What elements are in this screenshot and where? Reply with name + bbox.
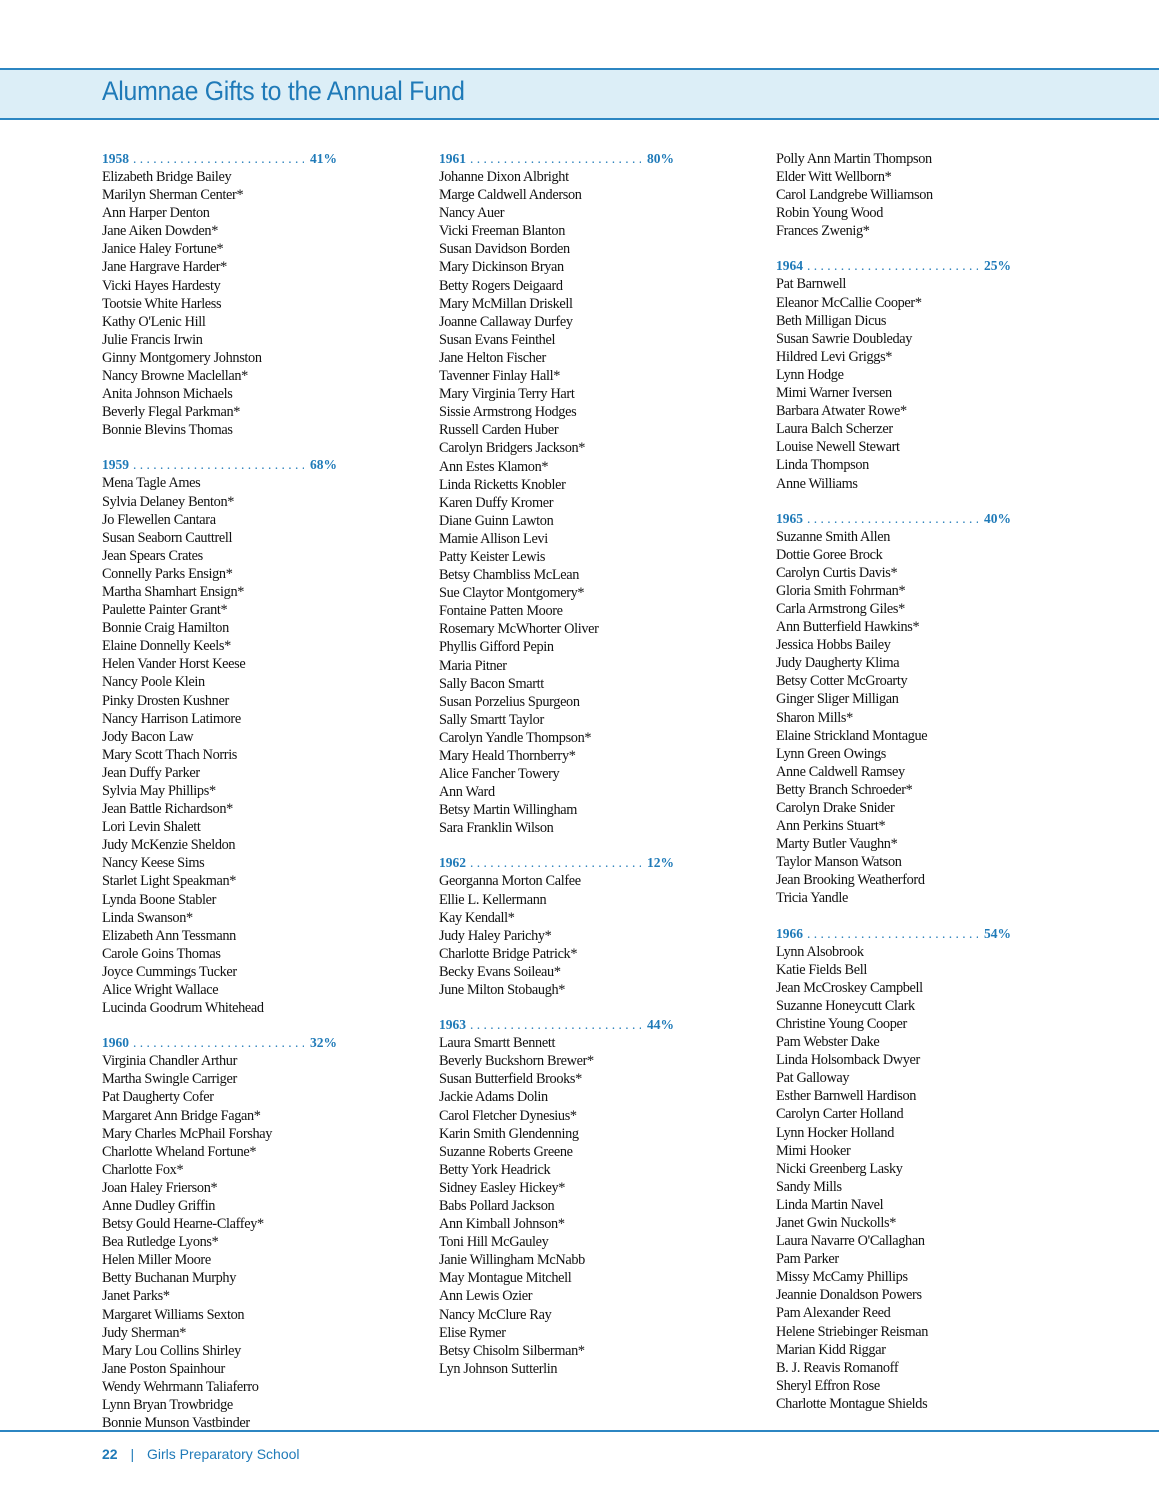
donor-name: Anne Dudley Griffin xyxy=(102,1197,215,1214)
donor-name: Pat Daugherty Cofer xyxy=(102,1089,214,1106)
dot-leader xyxy=(470,854,641,872)
donor-name: Carolyn Curtis Davis* xyxy=(776,564,898,581)
donor-name: Elise Rymer xyxy=(439,1324,506,1341)
donor-name: Janice Haley Fortune* xyxy=(102,241,224,258)
donor-name: Beverly Buckshorn Brewer* xyxy=(439,1053,594,1070)
donor-name: Charlotte Bridge Patrick* xyxy=(439,945,578,962)
donor-name: Laura Navarre O'Callaghan xyxy=(776,1233,925,1250)
donor-name: Jane Aiken Dowden* xyxy=(102,223,218,240)
donor-name: Phyllis Gifford Pepin xyxy=(439,639,554,656)
donor-name: Joanne Callaway Durfey xyxy=(439,313,573,330)
participation-percent: 68% xyxy=(310,457,337,473)
dot-leader xyxy=(133,150,304,168)
class-year-header xyxy=(439,854,674,872)
donor-list xyxy=(439,1034,674,1378)
class-section xyxy=(776,150,1011,240)
donor-name: Suzanne Honeycutt Clark xyxy=(776,997,915,1014)
footer-rule xyxy=(0,1430,1159,1432)
donor-name: Vicki Hayes Hardesty xyxy=(102,277,221,294)
donor-name: Katie Fields Bell xyxy=(776,961,867,978)
donor-name: Jeannie Donaldson Powers xyxy=(776,1287,922,1304)
donor-name: Lynn Green Owings xyxy=(776,745,886,762)
class-year-header xyxy=(776,925,1011,943)
donor-name: Jo Flewellen Cantara xyxy=(102,511,216,528)
footer-separator: | xyxy=(130,1446,135,1462)
donor-name: Margaret Ann Bridge Fagan* xyxy=(102,1107,261,1124)
donor-name: Mimi Hooker xyxy=(776,1142,851,1159)
donor-name: Diane Guinn Lawton xyxy=(439,512,554,529)
participation-percent: 44% xyxy=(647,1017,674,1033)
donor-name: Sara Franklin Wilson xyxy=(439,820,554,837)
donor-name: Jean Duffy Parker xyxy=(102,764,200,781)
donor-name: Charlotte Montague Shields xyxy=(776,1395,928,1412)
donor-name: Charlotte Fox* xyxy=(102,1161,184,1178)
participation-percent: 25% xyxy=(984,258,1011,274)
donor-name: Lucinda Goodrum Whitehead xyxy=(102,1000,264,1017)
donor-list xyxy=(776,275,1011,492)
donor-name: Linda Martin Navel xyxy=(776,1196,884,1213)
participation-percent: 12% xyxy=(647,855,674,871)
donor-name: Marty Butler Vaughn* xyxy=(776,836,898,853)
donor-name: Connelly Parks Ensign* xyxy=(102,565,233,582)
donor-name: Pat Barnwell xyxy=(776,276,847,293)
donor-name: Mary Scott Thach Norris xyxy=(102,746,238,763)
class-section xyxy=(102,150,337,439)
donor-name: B. J. Reavis Romanoff xyxy=(776,1359,899,1376)
donor-name: Missy McCamy Phillips xyxy=(776,1269,908,1286)
participation-percent: 41% xyxy=(310,151,337,166)
donor-name: Karin Smith Glendenning xyxy=(439,1125,579,1142)
dot-leader xyxy=(470,150,641,168)
donor-name: Ann Harper Denton xyxy=(102,205,210,222)
donor-name: Toni Hill McGauley xyxy=(439,1234,549,1251)
donor-name: Alice Wright Wallace xyxy=(102,982,219,999)
donor-name: Beverly Flegal Parkman* xyxy=(102,404,241,421)
donor-name: Tavenner Finlay Hall* xyxy=(439,368,561,385)
participation-percent: 80% xyxy=(647,151,674,166)
donor-name: Betsy Martin Willingham xyxy=(439,802,578,819)
donor-name: Betty Branch Schroeder* xyxy=(776,781,913,798)
donor-name: Esther Barnwell Hardison xyxy=(776,1088,917,1105)
class-section xyxy=(776,925,1011,1413)
donor-name: Ann Estes Klamon* xyxy=(439,458,549,475)
donor-list xyxy=(102,1052,337,1432)
donor-name: Janet Gwin Nuckolls* xyxy=(776,1214,897,1231)
donor-name: Lynn Bryan Trowbridge xyxy=(102,1397,233,1413)
donor-name: Betsy Cotter McGroarty xyxy=(776,673,908,690)
donor-name: Carolyn Bridgers Jackson* xyxy=(439,440,586,457)
donor-name: Pam Parker xyxy=(776,1251,839,1268)
donor-name: Carolyn Yandle Thompson* xyxy=(439,729,592,746)
donor-name: Martha Swingle Carriger xyxy=(102,1071,237,1088)
dot-leader xyxy=(470,1016,641,1034)
donor-name: Nancy Auer xyxy=(439,205,505,222)
class-section xyxy=(776,257,1011,492)
donor-name: Alice Fancher Towery xyxy=(439,766,560,783)
donor-name: Sissie Armstrong Hodges xyxy=(439,404,577,421)
class-year: 1964 xyxy=(776,258,803,274)
donor-name: Sheryl Effron Rose xyxy=(776,1377,880,1394)
donor-name: Anne Caldwell Ramsey xyxy=(776,763,905,780)
donor-name: Carolyn Carter Holland xyxy=(776,1106,904,1123)
class-year-header xyxy=(102,456,337,474)
class-year: 1962 xyxy=(439,855,466,871)
donor-name: Linda Swanson* xyxy=(102,909,193,926)
donor-name: Judy Daugherty Klima xyxy=(776,655,900,672)
donor-name: Betty Buchanan Murphy xyxy=(102,1270,237,1287)
class-year: 1963 xyxy=(439,1017,466,1033)
donor-name: Sylvia May Phillips* xyxy=(102,783,216,799)
donor-name: Pat Galloway xyxy=(776,1070,850,1087)
donor-name: Jean Spears Crates xyxy=(102,547,203,564)
class-year-header xyxy=(439,150,674,168)
donor-name: Janet Parks* xyxy=(102,1288,170,1305)
donor-name: Helen Vander Horst Keese xyxy=(102,656,246,673)
class-section xyxy=(439,1016,674,1378)
donor-name: Christine Young Cooper xyxy=(776,1015,907,1032)
donor-name: Carolyn Drake Snider xyxy=(776,800,895,816)
donor-name: Sally Bacon Smartt xyxy=(439,675,544,692)
donor-name: Mary Heald Thornberry* xyxy=(439,748,576,764)
donor-name: Betsy Chisolm Silberman* xyxy=(439,1342,585,1359)
donor-name: Anita Johnson Michaels xyxy=(102,386,233,403)
dot-leader xyxy=(133,1034,304,1052)
donor-name: Mary Dickinson Bryan xyxy=(439,259,564,276)
donor-name: Bonnie Craig Hamilton xyxy=(102,620,229,637)
donor-name: Betsy Gould Hearne-Claffey* xyxy=(102,1216,264,1233)
donor-name: Judy Sherman* xyxy=(102,1324,187,1341)
dot-leader xyxy=(807,510,978,528)
donor-name: Susan Evans Feinthel xyxy=(439,331,556,348)
donor-name: Sandy Mills xyxy=(776,1178,842,1195)
donor-name: June Milton Stobaugh* xyxy=(439,982,566,999)
donor-name: Hildred Levi Griggs* xyxy=(776,348,893,365)
donor-name: Lynn Hodge xyxy=(776,366,844,383)
donor-name: Jane Hargrave Harder* xyxy=(102,259,227,276)
donor-name: Karen Duffy Kromer xyxy=(439,494,554,511)
donor-name: Joan Haley Frierson* xyxy=(102,1179,218,1196)
donor-name: Susan Seaborn Cauttrell xyxy=(102,529,233,546)
donor-name: Virginia Chandler Arthur xyxy=(102,1053,238,1070)
donor-name: Nancy Keese Sims xyxy=(102,855,205,872)
donor-name: Mary Lou Collins Shirley xyxy=(102,1342,241,1359)
donor-list xyxy=(102,474,337,1017)
donor-name: Pinky Drosten Kushner xyxy=(102,692,229,709)
donor-name: Louise Newell Stewart xyxy=(776,439,900,456)
donor-name: Beth Milligan Dicus xyxy=(776,312,887,329)
donor-name: Martha Shamhart Ensign* xyxy=(102,583,245,600)
donor-name: Pam Alexander Reed xyxy=(776,1305,891,1322)
participation-percent: 40% xyxy=(984,510,1011,526)
donor-name: Rosemary McWhorter Oliver xyxy=(439,621,599,638)
dot-leader xyxy=(807,257,978,275)
donor-name: Elizabeth Ann Tessmann xyxy=(102,927,236,944)
donor-name: Jane Helton Fischer xyxy=(439,349,546,366)
donor-name: Robin Young Wood xyxy=(776,205,883,222)
donor-name: Dottie Goree Brock xyxy=(776,546,883,563)
donor-name: Marian Kidd Riggar xyxy=(776,1341,886,1358)
donor-name: Kathy O'Lenic Hill xyxy=(102,313,206,330)
donor-name: Jane Poston Spainhour xyxy=(102,1360,225,1377)
donor-name: Judy Haley Parichy* xyxy=(439,927,552,944)
donor-name: Elizabeth Bridge Bailey xyxy=(102,169,232,185)
donor-name: Carole Goins Thomas xyxy=(102,945,221,962)
participation-percent: 32% xyxy=(310,1035,337,1051)
donor-name: Helene Striebinger Reisman xyxy=(776,1323,929,1340)
donor-name: Lynda Boone Stabler xyxy=(102,891,217,908)
class-year: 1958 xyxy=(102,151,129,166)
column-3 xyxy=(776,150,1011,1430)
donor-name: Mary Charles McPhail Forshay xyxy=(102,1125,273,1142)
donor-list xyxy=(776,528,1011,908)
donor-name: Jean Brooking Weatherford xyxy=(776,872,925,889)
donor-name: Bonnie Blevins Thomas xyxy=(102,422,233,439)
donor-name: Frances Zwenig* xyxy=(776,223,870,240)
class-year: 1966 xyxy=(776,925,803,941)
class-year-header xyxy=(439,1016,674,1034)
donor-name: Helen Miller Moore xyxy=(102,1252,211,1269)
donor-name: Susan Davidson Borden xyxy=(439,241,570,258)
donor-name: Kay Kendall* xyxy=(439,909,515,926)
donor-name: Sally Smartt Taylor xyxy=(439,711,544,728)
donor-name: Paulette Painter Grant* xyxy=(102,602,228,619)
class-year-header xyxy=(102,150,337,168)
donor-name: Janie Willingham McNabb xyxy=(439,1252,585,1269)
donor-name: Joyce Cummings Tucker xyxy=(102,963,237,980)
class-year-header xyxy=(776,510,1011,528)
donor-name: Sidney Easley Hickey* xyxy=(439,1179,566,1196)
donor-name: Gloria Smith Fohrman* xyxy=(776,582,906,599)
donor-name: Lynn Alsobrook xyxy=(776,943,864,960)
donor-name: Sue Claytor Montgomery* xyxy=(439,585,585,602)
class-year: 1965 xyxy=(776,510,803,526)
donor-name: Susan Porzelius Spurgeon xyxy=(439,693,580,710)
page-number: 22 xyxy=(102,1446,118,1462)
class-section xyxy=(102,456,337,1017)
page-title: Alumnae Gifts to the Annual Fund xyxy=(102,76,465,106)
donor-name: Margaret Williams Sexton xyxy=(102,1306,245,1323)
donor-name: Elder Witt Wellborn* xyxy=(776,169,892,186)
donor-name: Carol Fletcher Dynesius* xyxy=(439,1107,577,1124)
donor-name: Sylvia Delaney Benton* xyxy=(102,493,235,510)
participation-percent: 54% xyxy=(984,925,1011,941)
donor-name: Lynn Hocker Holland xyxy=(776,1124,895,1141)
donor-name: Betsy Chambliss McLean xyxy=(439,567,580,584)
donor-name: Ginger Sliger Milligan xyxy=(776,691,899,708)
donor-name: Linda Ricketts Knobler xyxy=(439,476,566,493)
column-1 xyxy=(102,150,337,1449)
donor-name: Betty Rogers Deigaard xyxy=(439,277,563,294)
donor-name: Ann Kimball Johnson* xyxy=(439,1216,565,1233)
donor-name: Betty York Headrick xyxy=(439,1161,551,1178)
donor-list xyxy=(102,168,337,439)
donor-name: Mena Tagle Ames xyxy=(102,475,201,492)
class-section xyxy=(439,150,674,837)
donor-name: Laura Balch Scherzer xyxy=(776,421,893,438)
donor-name: Ann Perkins Stuart* xyxy=(776,818,886,835)
donor-name: Carol Landgrebe Williamson xyxy=(776,187,933,204)
donor-name: Nancy McClure Ray xyxy=(439,1306,552,1323)
footer xyxy=(102,1446,300,1462)
donor-name: Nancy Poole Klein xyxy=(102,674,205,691)
donor-name: Tootsie White Harless xyxy=(102,295,222,312)
donor-list xyxy=(776,150,1011,240)
class-year-header xyxy=(102,1034,337,1052)
donor-name: Maria Pitner xyxy=(439,657,507,674)
donor-name: Jody Bacon Law xyxy=(102,728,194,745)
donor-name: Charlotte Wheland Fortune* xyxy=(102,1143,257,1160)
donor-name: Julie Francis Irwin xyxy=(102,331,203,348)
donor-name: Patty Keister Lewis xyxy=(439,548,546,565)
donor-name: Suzanne Smith Allen xyxy=(776,528,891,545)
column-2 xyxy=(439,150,674,1395)
donor-name: Ginny Montgomery Johnston xyxy=(102,349,262,366)
donor-name: Lori Levin Shalett xyxy=(102,819,201,836)
class-year: 1960 xyxy=(102,1035,129,1051)
donor-name: Eleanor McCallie Cooper* xyxy=(776,294,922,311)
donor-name: Vicki Freeman Blanton xyxy=(439,223,565,240)
donor-name: Linda Thompson xyxy=(776,457,869,474)
donor-name: Carla Armstrong Giles* xyxy=(776,600,905,617)
donor-name: Nicki Greenberg Lasky xyxy=(776,1160,903,1177)
donor-name: Ann Butterfield Hawkins* xyxy=(776,619,920,636)
donor-list xyxy=(439,168,674,837)
donor-name: Ellie L. Kellermann xyxy=(439,891,547,908)
donor-name: Judy McKenzie Sheldon xyxy=(102,837,236,854)
donor-name: Linda Holsomback Dwyer xyxy=(776,1052,920,1069)
dot-leader xyxy=(133,456,304,474)
donor-name: Lyn Johnson Sutterlin xyxy=(439,1360,558,1377)
donor-name: Jean McCroskey Campbell xyxy=(776,979,923,996)
donor-name: Suzanne Roberts Greene xyxy=(439,1143,573,1160)
donor-name: Polly Ann Martin Thompson xyxy=(776,151,932,167)
donor-name: Laura Smartt Bennett xyxy=(439,1035,556,1052)
donor-name: Taylor Manson Watson xyxy=(776,854,902,871)
donor-name: Barbara Atwater Rowe* xyxy=(776,403,907,420)
donor-name: Starlet Light Speakman* xyxy=(102,873,237,890)
donor-name: Susan Sawrie Doubleday xyxy=(776,330,913,347)
donor-name: Bonnie Munson Vastbinder xyxy=(102,1415,250,1432)
donor-name: Ann Lewis Ozier xyxy=(439,1288,533,1305)
donor-name: Nancy Browne Maclellan* xyxy=(102,368,248,385)
donor-name: Becky Evans Soileau* xyxy=(439,963,561,980)
donor-name: Sharon Mills* xyxy=(776,709,853,726)
donor-name: Babs Pollard Jackson xyxy=(439,1197,555,1214)
donor-name: Tricia Yandle xyxy=(776,890,848,907)
class-year: 1959 xyxy=(102,457,129,473)
class-section xyxy=(439,854,674,999)
donor-name: Ann Ward xyxy=(439,784,495,801)
donor-name: Elaine Strickland Montague xyxy=(776,727,928,744)
class-section xyxy=(102,1034,337,1432)
donor-name: Jessica Hobbs Bailey xyxy=(776,637,891,654)
donor-list xyxy=(776,943,1011,1413)
donor-name: Marge Caldwell Anderson xyxy=(439,187,582,204)
dot-leader xyxy=(807,925,978,943)
donor-name: Bea Rutledge Lyons* xyxy=(102,1234,219,1251)
class-year-header xyxy=(776,257,1011,275)
donor-name: Jackie Adams Dolin xyxy=(439,1089,548,1106)
donor-name: Anne Williams xyxy=(776,475,858,492)
donor-name: Elaine Donnelly Keels* xyxy=(102,638,231,655)
donor-name: Mary Virginia Terry Hart xyxy=(439,386,575,403)
class-section xyxy=(776,510,1011,908)
donor-name: Marilyn Sherman Center* xyxy=(102,187,244,204)
donor-name: Russell Carden Huber xyxy=(439,422,559,439)
donor-name: Johanne Dixon Albright xyxy=(439,169,569,185)
donor-name: Nancy Harrison Latimore xyxy=(102,710,241,727)
donor-list xyxy=(439,872,674,999)
donor-name: Georganna Morton Calfee xyxy=(439,873,581,890)
school-name: Girls Preparatory School xyxy=(147,1446,300,1462)
donor-name: Mary McMillan Driskell xyxy=(439,295,573,312)
donor-name: Mamie Allison Levi xyxy=(439,530,548,547)
donor-name: Jean Battle Richardson* xyxy=(102,801,233,818)
donor-name: Susan Butterfield Brooks* xyxy=(439,1071,582,1088)
donor-name: Mimi Warner Iversen xyxy=(776,385,892,402)
donor-name: Pam Webster Dake xyxy=(776,1034,880,1051)
donor-name: Wendy Wehrmann Taliaferro xyxy=(102,1378,259,1395)
class-year: 1961 xyxy=(439,151,466,166)
donor-name: Fontaine Patten Moore xyxy=(439,603,563,620)
donor-name: May Montague Mitchell xyxy=(439,1270,572,1287)
